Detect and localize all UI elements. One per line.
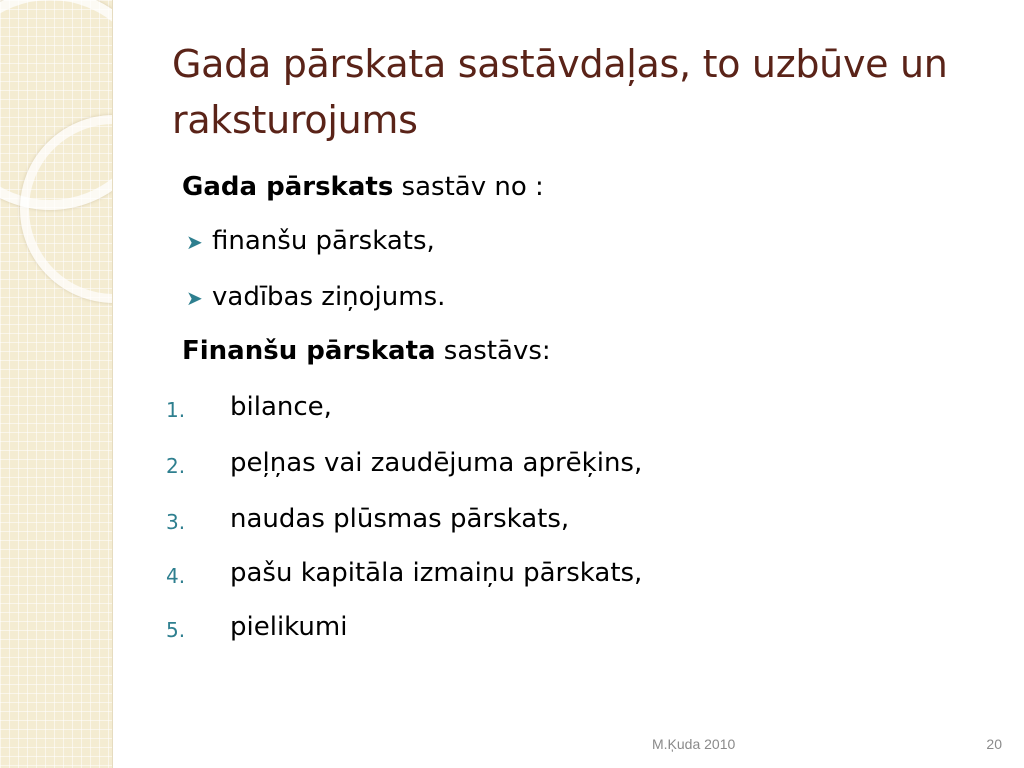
- intro-text: sastāv no :: [393, 172, 544, 202]
- list-number: 5.: [166, 618, 186, 642]
- section-line: [182, 336, 551, 366]
- slide-title: Gada pārskata sastāvdaļas, to uzbūve un raksturojums: [172, 42, 948, 142]
- bullet-item: [186, 282, 445, 312]
- list-number: 4.: [166, 564, 186, 588]
- footer-author: M.Ķuda 2010: [652, 736, 736, 752]
- arrow-bullet-icon: ➤: [186, 286, 203, 310]
- section-bold-text: Finanšu pārskata: [182, 336, 436, 366]
- bullet-text: finanšu pārskats,: [212, 226, 435, 256]
- list-number: 2.: [166, 454, 186, 478]
- intro-line: [182, 172, 544, 202]
- list-item: pašu kapitāla izmaiņu pārskats,: [230, 558, 643, 588]
- list-item: peļņas vai zaudējuma aprēķins,: [230, 448, 643, 478]
- list-item: pielikumi: [230, 612, 348, 642]
- arrow-bullet-icon: ➤: [186, 230, 203, 254]
- list-number: 3.: [166, 510, 186, 534]
- list-number: 1.: [166, 398, 186, 422]
- bullet-text: vadības ziņojums.: [212, 282, 446, 312]
- bullet-item: [186, 226, 435, 256]
- list-item: bilance,: [230, 392, 332, 422]
- page-number: 20: [986, 736, 1002, 752]
- intro-bold-text: Gada pārskats: [182, 172, 394, 202]
- decorative-side-band: [0, 0, 113, 768]
- list-item: naudas plūsmas pārskats,: [230, 504, 570, 534]
- section-text: sastāvs:: [435, 336, 551, 366]
